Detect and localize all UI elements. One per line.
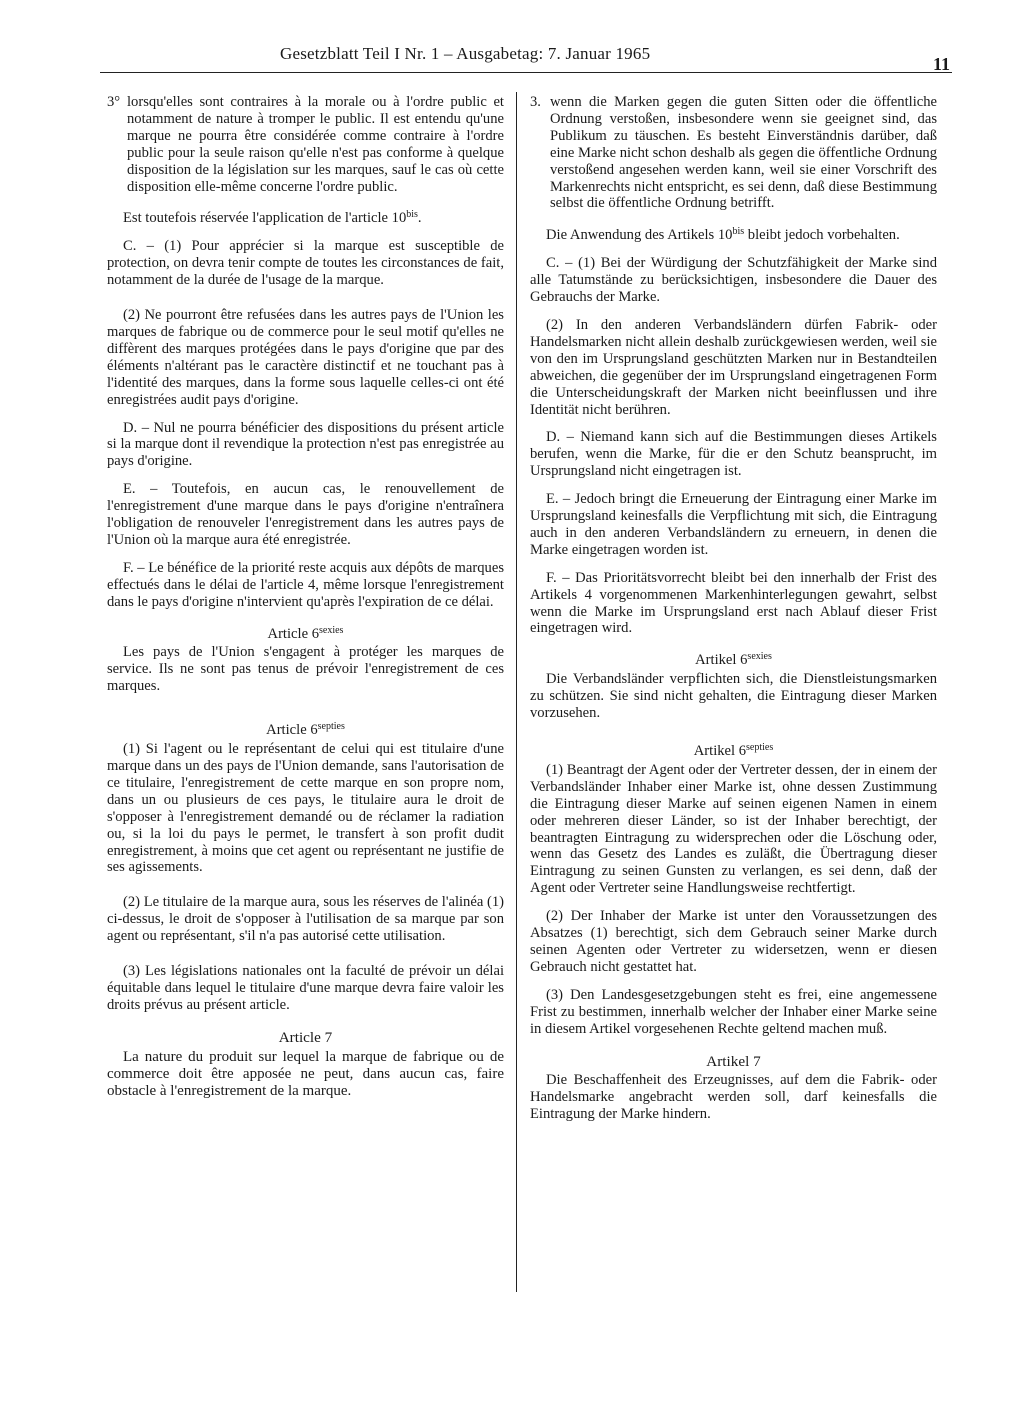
french-column xyxy=(107,94,504,1111)
item-3-de xyxy=(530,94,937,212)
paragraph-f-de: F. – Das Prioritätsvorrecht bleibt bei den innerhalb der Frist des Artikels 4 vorgenommenen Markenhinterlegungen gewahrt, selbst wenn die Marke im Ursprungsland erst nach Ablauf dieser Frist eingetragen wird. xyxy=(530,569,937,637)
reservation-end: . xyxy=(417,210,422,227)
paragraph-6septies-3-fr: (3) Les législations nationales ont la faculté de prévoir un délai équitable dans lequel le titulaire d'une marque devra faire valoir les droits prévus au présent article. xyxy=(107,963,504,1013)
paragraph-6septies-2-de: (2) Der Inhaber der Marke ist unter den Voraussetzungen des Absatzes (1) berechtigt, sich dem Gebrauch seiner Marke durch seinen Agenten oder Vertreter zu widersetzen, wenn er diesen Gebrauch nicht gestattet hat. xyxy=(530,908,937,975)
paragraph-6septies-1-de: (1) Beantragt der Agent oder der Vertreter dessen, der in einem der Verbandsländer Inhaber einer Marke ist, ohne dessen Zustimmung die Eintragung dieser Marke auf seinen eigenen Namen in einem oder mehreren dieser Länder, so ist der Inhaber berechtigt, der beantragten Eintragung zu widersprechen oder die Löschung oder, wenn das Gesetz des Landes es zuläßt, die Übertragung dieser Eintragung zu seinen Gunsten zu verlangen, es sei denn, daß der Agent oder Vertreter seine Handlungsweise rechtfertigt. xyxy=(530,761,937,897)
header-title: Gesetzblatt Teil I Nr. 1 – Ausgabetag: 7. Januar 1965 xyxy=(280,44,651,63)
article-6sexies-heading-fr xyxy=(107,623,504,643)
paragraph-6septies-3-de: (3) Den Landesgesetzgebungen steht es frei, eine angemessene Frist zu bestimmen, innerhalb welcher der Inhaber einer Marke seine in diesem Artikel vorgesehenen Rechte geltend machen muß. xyxy=(530,986,937,1037)
article-6sexies-text-de: Die Verbandsländer verpflichten sich, die Dienstleistungsmarken zu schützen. Sie sind nicht gehalten, die Eintragung dieser Marken vorzusehen. xyxy=(530,671,937,722)
heading-sup: sexies xyxy=(319,624,344,636)
reservation-text: Est toutefois réservée l'application de l'article 10 xyxy=(123,210,407,227)
paragraph-d-de: D. – Niemand kann sich auf die Bestimmungen dieses Artikels berufen, wenn die Marke, für die er den Schutz beansprucht, im Ursprungsland nicht eingetragen ist. xyxy=(530,429,937,480)
paragraph-d-fr: D. – Nul ne pourra bénéficier des dispositions du présent article si la marque dont il revendique la protection n'est pas enregistrée au pays d'origine. xyxy=(107,419,504,470)
german-column xyxy=(530,94,937,1134)
reservation-sup: bis xyxy=(732,226,745,238)
heading-text: Artikel 6 xyxy=(695,652,748,669)
item-3-fr xyxy=(107,94,504,195)
heading-text: Article 6 xyxy=(267,625,319,642)
paragraph-c1-fr: C. – (1) Pour apprécier si la marque est susceptible de protection, on devra tenir compte de toutes les circonstances de fait, notamment de la durée de l'usage de la marque. xyxy=(107,238,504,289)
item-number: 3. xyxy=(530,94,541,110)
paragraph-e-de: E. – Jedoch bringt die Erneuerung der Eintragung einer Marke im Ursprungsland keinesfalls die Verpflichtung mit sich, die Eintragung auch in den anderen Verbandsländern zu erneuern, in denen die Marke eingetragen worden ist. xyxy=(530,491,937,558)
heading-sup: septies xyxy=(317,721,345,733)
paragraph-c2-fr: (2) Ne pourront être refusées dans les autres pays de l'Union les marques de fabrique ou de commerce pour le seul motif qu'elles ne diffèrent des marques protégées dans le pays d'origine que par des éléments n'altérant pas le caractère distinctif et ne touchant pas à l'identité des marques, dans la forme sous laquelle celles-ci ont été enregistrées audit pays d'origine. xyxy=(107,307,504,408)
paragraph-e-fr: E. – Toutefois, en aucun cas, le renouvellement de l'enregistrement d'une marque dans le pays d'origine n'entraînera l'obligation de renouveler l'enregistrement dans les autres pays de l'Union où la marque aura été enregistrée. xyxy=(107,481,504,548)
reservation-sup: bis xyxy=(406,209,418,221)
article-6sexies-heading-de xyxy=(530,649,937,669)
reservation-paragraph-fr xyxy=(107,207,504,227)
reservation-end: bleibt jedoch vorbehalten. xyxy=(744,227,900,244)
paragraph-c2-de: (2) In den anderen Verbandsländern dürfen Fabrik- oder Handelsmarken nicht allein deshalb zurückgewiesen werden, weil sie von den im Ursprungsland geschützten Marken nur in Bestandteilen abweichen, die gegenüber der im Ursprungsland eingetragenen Form die Unterscheidungskraft der Marken nicht beeinflussen und ihre Identität nicht berühren. xyxy=(530,316,937,418)
heading-text: Article 6 xyxy=(266,722,318,739)
paragraph-6septies-1-fr: (1) Si l'agent ou le représentant de celui qui est titulaire d'une marque dans un des pays de l'Union demande, sans l'autorisation de ce titulaire, l'enregistrement de cette marque en son propre nom, dans un ou plusieurs de ces pays, le titulaire aura le droit de s'opposer à l'enregistrement demandé ou de réclamer la radiation ou, si la loi du pays le permet, le transfert à son profit dudit enregistrement, à moins que cet agent ou représentant ne justifie de ses agissements. xyxy=(107,741,504,876)
heading-sup: sexies xyxy=(747,651,772,663)
paragraph-f-fr: F. – Le bénéfice de la priorité reste acquis aux dépôts de marques effectués dans le délai de l'article 4, même lorsque l'enregistrement dans le pays d'origine n'intervient qu'après l'expiration de ce délai. xyxy=(107,559,504,610)
page-number: 11 xyxy=(932,54,950,74)
paragraph-6septies-2-fr: (2) Le titulaire de la marque aura, sous les réserves de l'alinéa (1) ci-dessus, le droit de s'opposer à l'utilisation de sa marque par son agent ou représentant, s'il n'a pas autorisé cette utilisation. xyxy=(107,894,504,945)
column-divider xyxy=(516,92,517,1292)
reservation-text: Die Anwendung des Artikels 10 xyxy=(546,227,733,244)
article-7-heading-fr: Article 7 xyxy=(278,1028,333,1046)
article-7-text-fr: La nature du produit sur lequel la marque de fabrique ou de commerce doit être apposée ne peut, dans aucun cas, faire obstacle à l'enregistrement de la marque. xyxy=(107,1048,504,1099)
item-text: lorsqu'elles sont contraires à la morale ou à l'ordre public et notamment de nature à tromper le public. Il est entendu qu'une marque ne pourra être considérée comme contraire à l'ordre public pour la seule raison qu'elle n'est pas conforme à quelque disposition de la législation sur les marques, sauf le cas où cette disposition elle-même concerne l'ordre public. xyxy=(127,94,504,195)
heading-sup: septies xyxy=(746,742,774,753)
header-rule xyxy=(100,72,952,73)
item-number: 3° xyxy=(107,94,121,110)
article-7-text-de: Die Beschaffenheit des Erzeugnisses, auf dem die Fabrik- oder Handelsmarke angebracht werden soll, darf keinesfalls die Eintragung der Marke hindern. xyxy=(530,1072,937,1123)
article-6septies-heading-fr xyxy=(107,719,504,739)
reservation-paragraph-de xyxy=(530,224,937,244)
paragraph-c1-de: C. – (1) Bei der Würdigung der Schutzfähigkeit der Marke sind alle Tatumstände zu berücksichtigen, insbesondere die Dauer des Gebrauchs der Marke. xyxy=(530,255,937,306)
page-header xyxy=(100,44,952,76)
item-text: wenn die Marken gegen die guten Sitten oder die öffentliche Ordnung verstoßen, insbesondere wenn sie geeignet sind, das Publikum zu täuschen. Es besteht Einverständnis darüber, daß eine Marke nicht schon deshalb als gegen die öffentliche Ordnung verstoßend angesehen werden kann, weil sie einer Vorschrift des Markenrechts nicht entspricht, es sei denn, daß diese Bestimmung selbst die öffentliche Ordnung betrifft. xyxy=(550,94,937,212)
article-6sexies-text-fr: Les pays de l'Union s'engagent à protéger les marques de service. Ils ne sont pas tenus de prévoir l'enregistrement de ces marques. xyxy=(107,644,504,695)
article-6septies-heading-de xyxy=(530,740,937,760)
heading-text: Artikel 6 xyxy=(693,743,747,759)
article-7-heading-de: Artikel 7 xyxy=(706,1052,761,1070)
